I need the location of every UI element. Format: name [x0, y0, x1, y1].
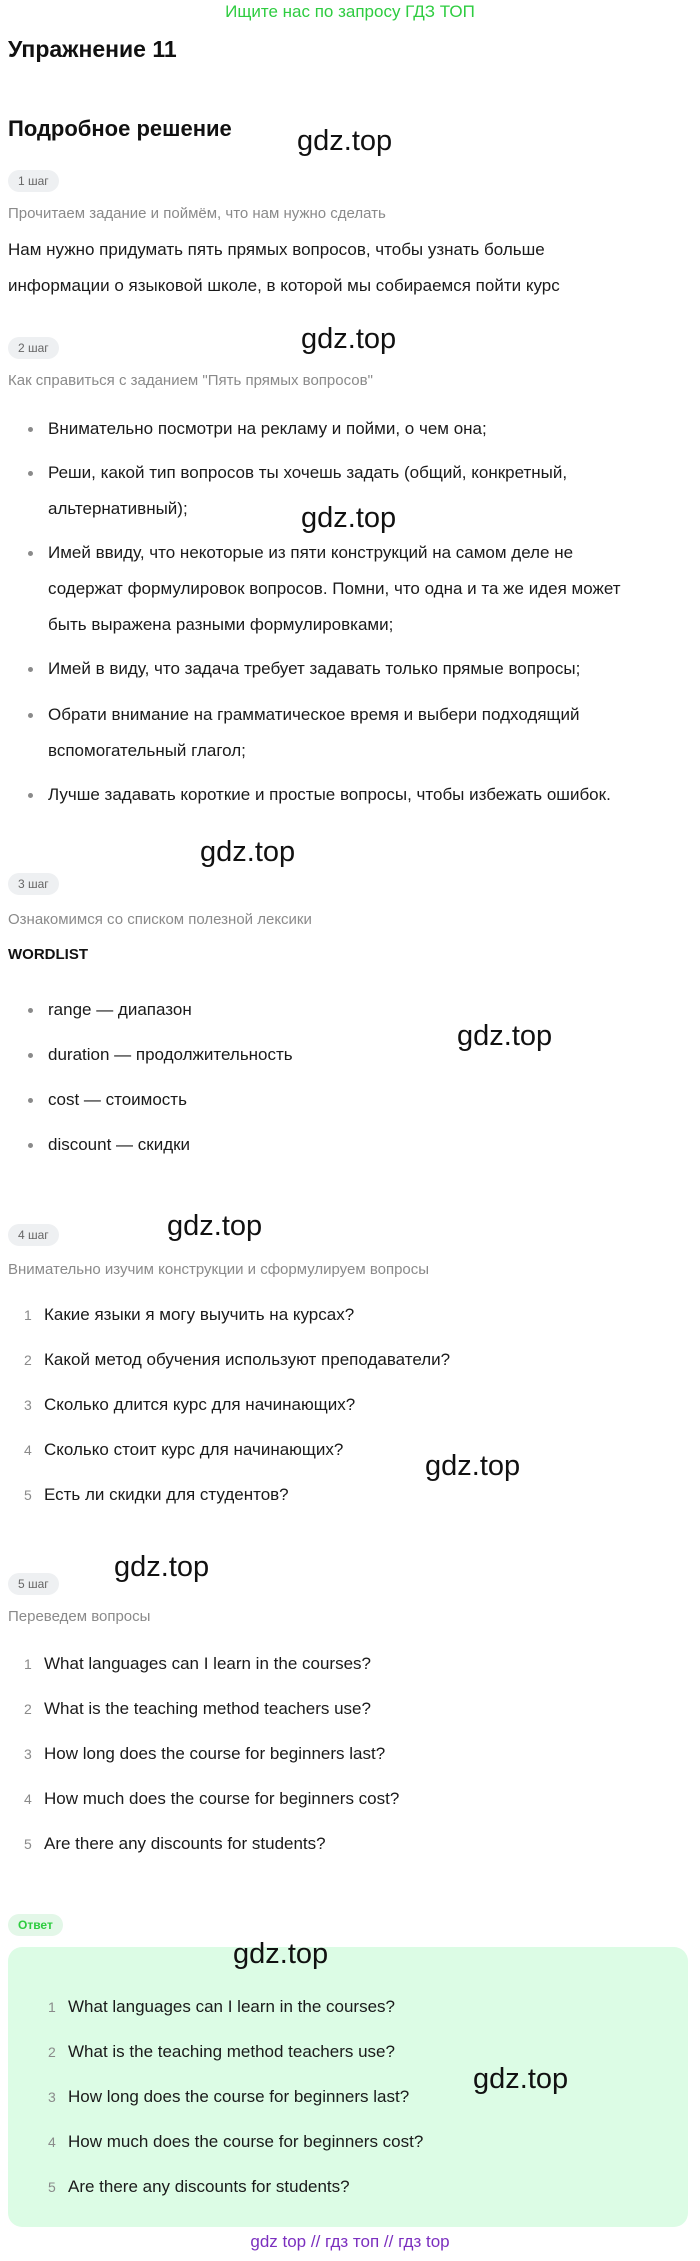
word-entry: range — диапазон	[48, 1000, 192, 1019]
step-1-text	[8, 232, 688, 304]
bullet-dot	[28, 1008, 33, 1013]
wordlist-heading: WORDLIST	[8, 946, 88, 963]
item-number: 3	[24, 1397, 32, 1413]
question-ru-item	[24, 1438, 343, 1462]
item-text: How long does the course for beginners last?	[68, 2087, 410, 2106]
bullet-line: содержат формулировок вопросов. Помни, что одна и та же идея может	[48, 579, 621, 598]
item-number: 1	[48, 1999, 56, 2015]
bullet-line: быть выражена разными формулировками;	[48, 615, 394, 634]
word-entry: cost — стоимость	[48, 1090, 187, 1109]
word-entry: discount — скидки	[48, 1135, 191, 1154]
step-2-badge: 2 шаг	[8, 337, 59, 359]
watermark: gdz.top	[233, 1938, 329, 1970]
watermark: gdz.top	[297, 125, 393, 157]
step-5-description: Переведем вопросы	[8, 1608, 151, 1625]
step-5-badge: 5 шаг	[8, 1573, 59, 1595]
question-ru-item	[24, 1303, 354, 1327]
step-2-description: Как справиться с заданием "Пять прямых вопросов"	[8, 372, 373, 389]
bullet-dot	[28, 667, 33, 672]
question-en-item	[24, 1832, 326, 1856]
watermark: gdz.top	[301, 323, 397, 355]
bottom-link-separator: //	[383, 2232, 394, 2251]
step-1-text-line: информации о языковой школе, в которой мы собираемся пойти курс	[8, 276, 560, 295]
question-ru-item	[24, 1483, 289, 1507]
item-text: Сколько длится курс для начинающих?	[44, 1395, 356, 1414]
item-text: What languages can I learn in the courses?	[44, 1654, 371, 1673]
bullet-dot	[28, 713, 33, 718]
exercise-title: Упражнение 11	[8, 36, 177, 62]
answer-item	[48, 1995, 395, 2019]
top-search-link[interactable]: Ищите нас по запросу ГДЗ ТОП	[225, 2, 475, 21]
item-number: 2	[24, 1352, 32, 1368]
question-ru-item	[24, 1393, 355, 1417]
item-number: 1	[24, 1656, 32, 1672]
bullet-dot	[28, 427, 33, 432]
item-number: 3	[24, 1746, 32, 1762]
watermark: gdz.top	[457, 1020, 553, 1052]
solution-title: Подробное решение	[8, 116, 232, 141]
wordlist-item	[48, 992, 688, 1028]
bullet-line: альтернативный);	[48, 499, 188, 518]
watermark: gdz.top	[301, 502, 397, 534]
bottom-link-gdz-top[interactable]: gdz top	[250, 2232, 307, 2251]
step-2-bullet	[48, 651, 688, 687]
bullet-dot	[28, 1143, 33, 1148]
item-text: How much does the course for beginners cost?	[68, 2132, 424, 2151]
bottom-links	[0, 2232, 700, 2252]
bullet-line: Имей в виду, что задача требует задавать только прямые вопросы;	[48, 659, 581, 678]
item-text: What is the teaching method teachers use?	[44, 1699, 371, 1718]
step-3-description: Ознакомимся со списком полезной лексики	[8, 911, 312, 928]
item-number: 5	[24, 1836, 32, 1852]
bullet-dot	[28, 551, 33, 556]
step-2-bullet	[48, 697, 688, 769]
step-2-bullet	[48, 411, 688, 447]
bullet-dot	[28, 793, 33, 798]
answer-item	[48, 2040, 395, 2064]
item-number: 3	[48, 2089, 56, 2105]
bullet-line: вспомогательный глагол;	[48, 741, 246, 760]
item-text: What languages can I learn in the courses?	[68, 1997, 395, 2016]
bullet-dot	[28, 1053, 33, 1058]
item-text: What is the teaching method teachers use?	[68, 2042, 395, 2061]
step-4-badge: 4 шаг	[8, 1224, 59, 1246]
bottom-link-gdz-top-mixed[interactable]: гдз top	[398, 2232, 450, 2251]
item-number: 4	[48, 2134, 56, 2150]
item-number: 1	[24, 1307, 32, 1323]
bullet-line: Реши, какой тип вопросов ты хочешь задать (общий, конкретный,	[48, 463, 568, 482]
bullet-line: Имей ввиду, что некоторые из пяти конструкций на самом деле не	[48, 543, 574, 562]
wordlist-item	[48, 1127, 688, 1163]
watermark: gdz.top	[114, 1551, 210, 1583]
watermark: gdz.top	[167, 1210, 263, 1242]
wordlist-item	[48, 1037, 688, 1073]
item-text: Есть ли скидки для студентов?	[44, 1485, 289, 1504]
bullet-line: Обрати внимание на грамматическое время и выбери подходящий	[48, 705, 580, 724]
step-2-bullet	[48, 777, 688, 813]
question-en-item	[24, 1652, 371, 1676]
item-text: Are there any discounts for students?	[68, 2177, 350, 2196]
answer-badge: Ответ	[8, 1914, 63, 1936]
bullet-line: Внимательно посмотри на рекламу и пойми, о чем она;	[48, 419, 487, 438]
question-en-item	[24, 1697, 371, 1721]
wordlist-item	[48, 1082, 688, 1118]
step-3-badge: 3 шаг	[8, 873, 59, 895]
item-text: Какой метод обучения используют преподаватели?	[44, 1350, 451, 1369]
step-1-text-line: Нам нужно придумать пять прямых вопросов, чтобы узнать больше	[8, 240, 545, 259]
answer-item	[48, 2130, 423, 2154]
bottom-link-separator: //	[310, 2232, 321, 2251]
watermark: gdz.top	[473, 2063, 569, 2095]
word-entry: duration — продолжительность	[48, 1045, 293, 1064]
item-number: 2	[48, 2044, 56, 2060]
watermark: gdz.top	[425, 1450, 521, 1482]
item-number: 5	[24, 1487, 32, 1503]
bullet-dot	[28, 1098, 33, 1103]
question-ru-item	[24, 1348, 450, 1372]
item-text: Какие языки я могу выучить на курсах?	[44, 1305, 355, 1324]
answer-item	[48, 2085, 409, 2109]
bottom-link-gdz-top-ru[interactable]: гдз топ	[325, 2232, 380, 2251]
question-en-item	[24, 1742, 385, 1766]
item-number: 5	[48, 2179, 56, 2195]
step-1-description: Прочитаем задание и поймём, что нам нужно сделать	[8, 205, 386, 222]
step-4-description: Внимательно изучим конструкции и сформулируем вопросы	[8, 1261, 430, 1278]
watermark: gdz.top	[200, 836, 296, 868]
item-text: How long does the course for beginners last?	[44, 1744, 386, 1763]
question-en-item	[24, 1787, 399, 1811]
item-text: How much does the course for beginners cost?	[44, 1789, 400, 1808]
answer-item	[48, 2175, 350, 2199]
item-number: 4	[24, 1791, 32, 1807]
item-text: Сколько стоит курс для начинающих?	[44, 1440, 344, 1459]
bullet-line: Лучше задавать короткие и простые вопросы, чтобы избежать ошибок.	[48, 785, 611, 804]
item-text: Are there any discounts for students?	[44, 1834, 326, 1853]
step-2-bullet	[48, 535, 688, 643]
item-number: 2	[24, 1701, 32, 1717]
step-1-badge: 1 шаг	[8, 170, 59, 192]
bullet-dot	[28, 471, 33, 476]
item-number: 4	[24, 1442, 32, 1458]
